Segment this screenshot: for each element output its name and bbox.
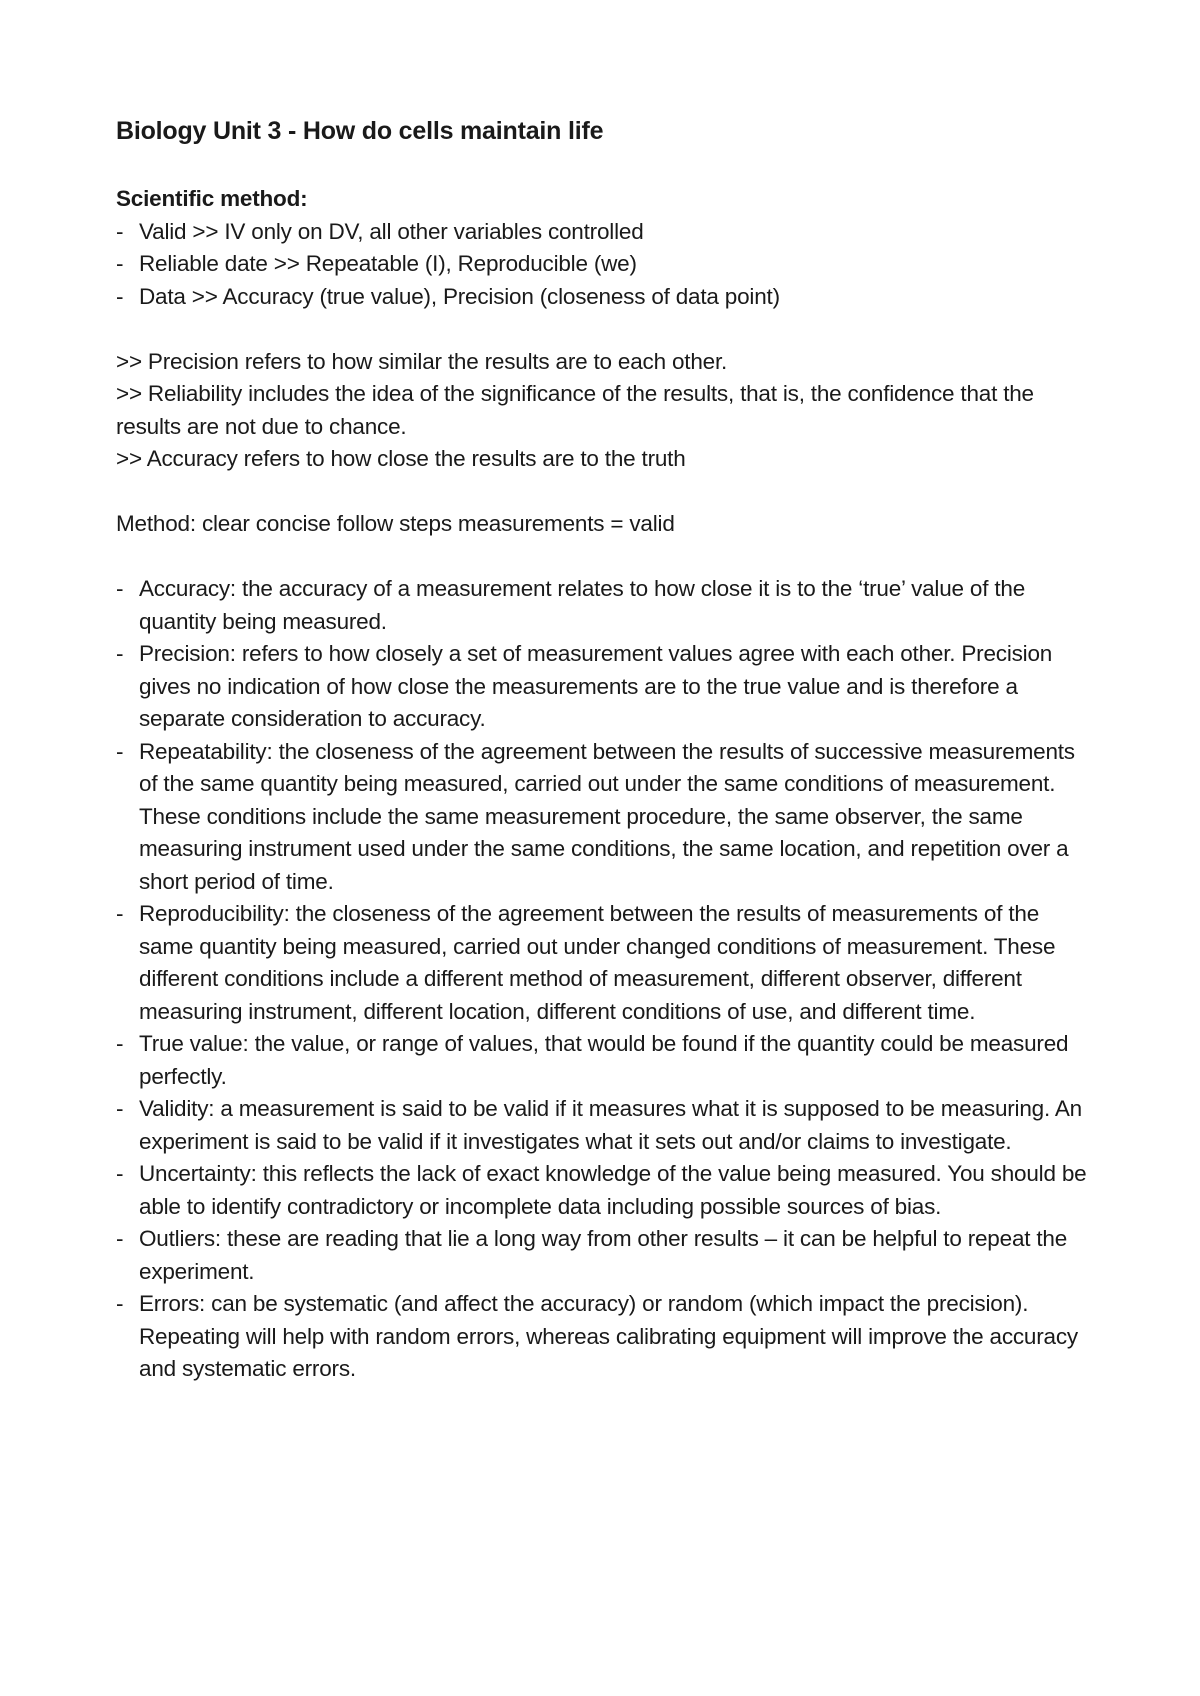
- list-item: - Data >> Accuracy (true value), Precision (closeness of data point): [116, 281, 1096, 314]
- spacer: [116, 476, 1096, 509]
- page-title: Biology Unit 3 - How do cells maintain life: [116, 117, 604, 145]
- definitions-list: [116, 573, 1096, 1386]
- note-reliability: >> Reliability includes the idea of the significance of the results, that is, the confidence that the results are not due to chance.: [116, 381, 1034, 439]
- method-line: Method: clear concise follow steps measurements = valid: [116, 511, 675, 536]
- spacer: [116, 541, 1096, 574]
- scientific-method-list: [116, 216, 1096, 314]
- section-heading-scientific-method: Scientific method:: [116, 186, 308, 211]
- note-precision: >> Precision refers to how similar the results are to each other.: [116, 348, 728, 374]
- document-page: [116, 112, 1096, 1386]
- spacer: [116, 313, 1096, 346]
- note-accuracy: >> Accuracy refers to how close the results are to the truth: [116, 446, 686, 471]
- definition-true-value: - True value: the value, or range of values, that would be found if the quantity could be measured perfectly.: [116, 1028, 1096, 1093]
- list-item: - Reliable date >> Repeatable (I), Reproducible (we): [116, 248, 1096, 281]
- list-item: - Valid >> IV only on DV, all other variables controlled: [116, 216, 1096, 249]
- definition-precision: - Precision: refers to how closely a set of measurement values agree with each other. Precision gives no indication of how close the measurements are to the true value and is therefore a separate consideration to accuracy.: [116, 638, 1096, 736]
- definition-reproducibility: - Reproducibility: the closeness of the agreement between the results of measurements of the same quantity being measured, carried out under changed conditions of measurement. These different conditions include a different method of measurement, different observer, different measuring instrument, different location, different conditions of use, and different time.: [116, 898, 1096, 1028]
- definition-outliers: - Outliers: these are reading that lie a long way from other results – it can be helpful to repeat the experiment.: [116, 1223, 1096, 1288]
- definition-uncertainty: - Uncertainty: this reflects the lack of exact knowledge of the value being measured. You should be able to identify contradictory or incomplete data including possible sources of bias.: [116, 1158, 1096, 1223]
- definition-repeatability: - Repeatability: the closeness of the agreement between the results of successive measurements of the same quantity being measured, carried out under the same conditions of measurement. These conditions include the same measurement procedure, the same observer, the same measuring instrument used under the same conditions, the same location, and repetition over a short period of time.: [116, 736, 1096, 899]
- definition-accuracy: - Accuracy: the accuracy of a measurement relates to how close it is to the ‘true’ value of the quantity being measured.: [116, 573, 1096, 638]
- definition-validity: - Validity: a measurement is said to be valid if it measures what it is supposed to be measuring. An experiment is said to be valid if it investigates what it sets out and/or claims to investigate.: [116, 1093, 1096, 1158]
- definition-errors: - Errors: can be systematic (and affect the accuracy) or random (which impact the precision). Repeating will help with random errors, whereas calibrating equipment will improve the accuracy and systematic errors.: [116, 1288, 1096, 1386]
